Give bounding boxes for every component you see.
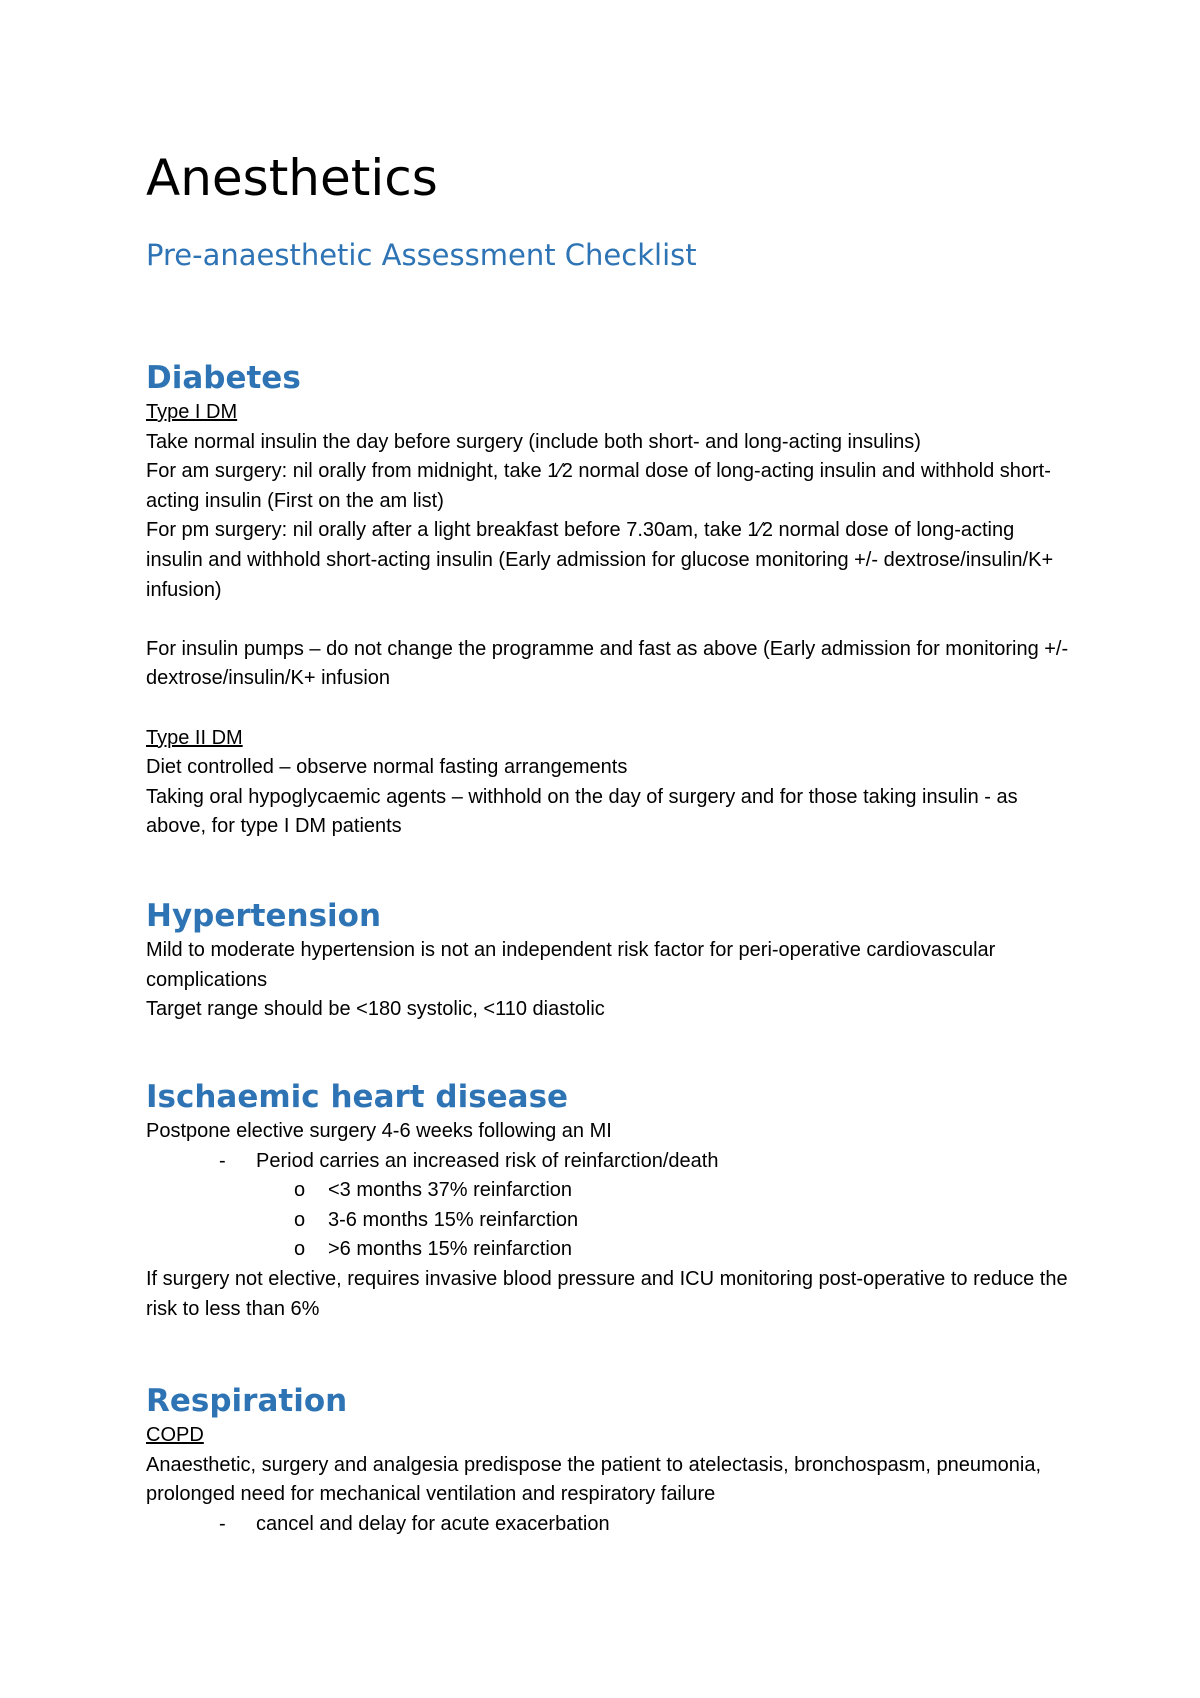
heading-ischaemic-heart-disease: Ischaemic heart disease [146,1079,569,1115]
respiration-dash-item [146,1510,1076,1540]
section-hypertension [146,896,1076,1025]
ihd-sub-item-text: <3 months 37% reinfarction [328,1179,573,1202]
type2-line: Taking oral hypoglycaemic agents – withhold on the day of surgery and for those taking insulin - as above, for type I DM patients [146,785,1018,838]
circle-bullet-marker: o [294,1208,306,1231]
document-subtitle: Pre-anaesthetic Assessment Checklist [146,238,697,272]
respiration-dash-text: cancel and delay for acute exacerbation [256,1512,610,1535]
hypertension-line: Target range should be <180 systolic, <110 diastolic [146,998,605,1021]
ihd-intro: Postpone elective surgery 4-6 weeks following an MI [146,1120,612,1142]
ihd-dash-item [146,1147,1076,1177]
ihd-dash-text: Period carries an increased risk of reinfarction/death [256,1149,719,1172]
section-diabetes [146,358,1076,842]
type1-line: Take normal insulin the day before surgery (include both short- and long-acting insulins) [146,430,921,453]
type1-line: For am surgery: nil orally from midnight, take 1⁄2 normal dose of long-acting insulin and withhold short-acting insulin (First on the am list) [146,460,1051,512]
ihd-sub-item-text: 3-6 months 15% reinfarction [328,1208,579,1231]
copd-text: Anaesthetic, surgery and analgesia predispose the patient to atelectasis, bronchospasm, pneumonia, prolonged need for mechanical ventilation and respiratory failure [146,1453,1041,1506]
ihd-sub-item [146,1235,1076,1265]
ihd-sub-item-text: >6 months 15% reinfarction [328,1238,573,1261]
type1-line: For pm surgery: nil orally after a light breakfast before 7.30am, take 1⁄2 normal dose of long-acting insulin and withhold short-acting insulin (Early admission for glucose monitoring +/- dextrose/insulin/K+ infusion) [146,519,1054,601]
hypertension-line: Mild to moderate hypertension is not an independent risk factor for peri-operative cardiovascular complications [146,939,996,991]
ihd-body [146,1117,1076,1324]
ihd-outro: If surgery not elective, requires invasive blood pressure and ICU monitoring post-operative to reduce the risk to less than 6% [146,1267,1068,1320]
ihd-sub-item [146,1176,1076,1206]
insulin-pumps-text: For insulin pumps – do not change the programme and fast as above (Early admission for monitoring +/- dextrose/insulin/K+ infusion [146,637,1069,690]
copd-label: COPD [146,1424,204,1446]
respiration-body [146,1421,1076,1539]
heading-diabetes: Diabetes [146,360,301,396]
heading-respiration: Respiration [146,1383,348,1419]
type2-label: Type II DM [146,726,243,749]
heading-hypertension: Hypertension [146,898,382,934]
circle-bullet-marker: o [294,1238,306,1261]
spacer [146,694,1076,724]
circle-bullet-marker: o [294,1179,306,1202]
type2-line: Diet controlled – observe normal fasting arrangements [146,756,628,779]
section-ischaemic-heart-disease [146,1077,1076,1324]
document-title: Anesthetics [146,149,438,207]
dash-marker: - [219,1512,226,1535]
type1-label: Type I DM [146,401,238,423]
ihd-sub-item [146,1206,1076,1236]
dash-marker: - [219,1149,226,1172]
hypertension-body [146,936,1076,1025]
diabetes-body [146,398,1076,842]
spacer [146,605,1076,635]
section-respiration [146,1381,1076,1539]
